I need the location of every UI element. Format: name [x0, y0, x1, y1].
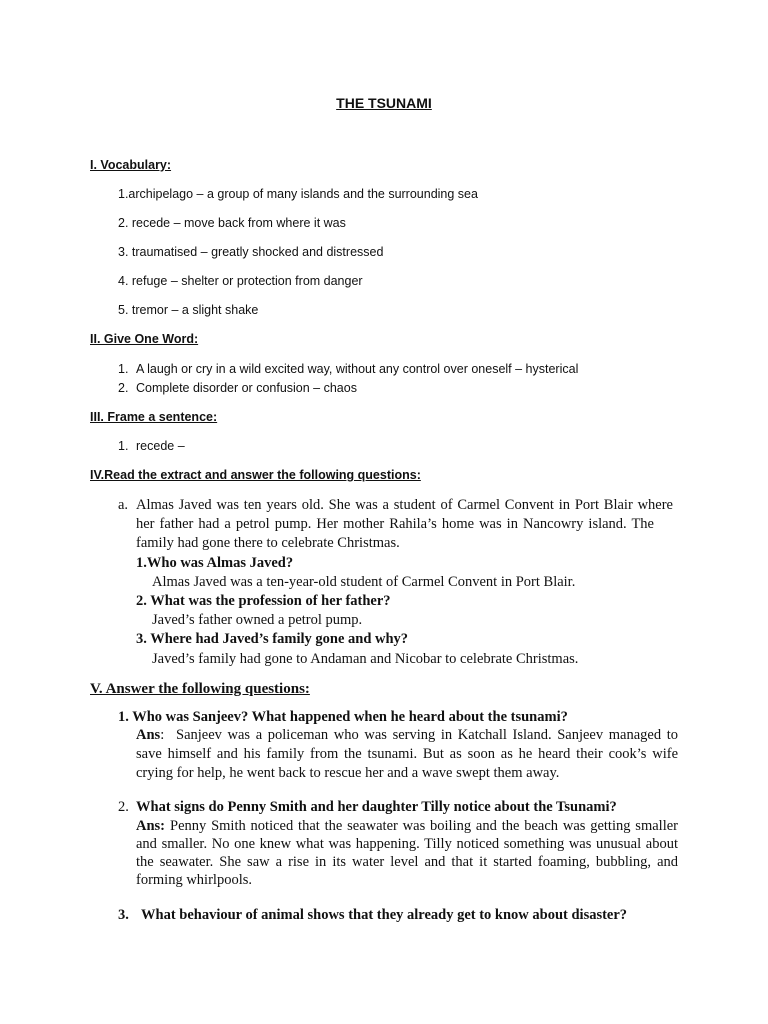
extract-question: 1.Who was Almas Javed?	[136, 555, 294, 571]
one-word-item: A laugh or cry in a wild excited way, without any control over oneself – hysterical	[136, 362, 579, 376]
extract-answer: Javed’s family had gone to Andaman and Nicobar to celebrate Christmas.	[152, 651, 579, 667]
one-word-number: 2.	[118, 381, 129, 395]
answer-1-text: crying for help, he went back to rescue her and a wave swept them away.	[136, 765, 560, 781]
question-3: What behaviour of animal shows that they already get to know about disaster?	[141, 907, 628, 923]
question-2-number: 2.	[118, 799, 129, 815]
answer-1-text: Sanjeev was a policeman who was serving in Katchall Island. Sanjeev managed to	[176, 727, 678, 743]
extract-answer: Almas Javed was a ten-year-old student of Carmel Convent in Port Blair.	[152, 574, 576, 590]
one-word-number: 1.	[118, 362, 129, 376]
sentence-number: 1.	[118, 439, 129, 453]
question-1: 1. Who was Sanjeev? What happened when he heard about the tsunami?	[118, 709, 568, 725]
answer-2-text: Penny Smith noticed that the seawater was boiling and the beach was getting smaller	[170, 818, 678, 834]
answers-heading: V. Answer the following questions:	[90, 681, 310, 697]
answer-2-text: and smaller. No one knew what was happening. Tilly noticed something was unusual about	[136, 836, 678, 852]
vocabulary-heading: I. Vocabulary:	[90, 158, 172, 172]
extract-passage-line: family had gone there to celebrate Christmas.	[136, 535, 400, 551]
answer-label-colon: :	[160, 727, 165, 743]
extract-heading: IV.Read the extract and answer the following questions:	[90, 468, 421, 482]
answer-2-text: forming whirlpools.	[136, 872, 252, 888]
one-word-item: Complete disorder or confusion – chaos	[136, 381, 357, 395]
sentence-item: recede –	[136, 439, 185, 453]
vocab-item: 3. traumatised – greatly shocked and distressed	[118, 245, 384, 259]
one-word-heading: II. Give One Word:	[90, 332, 199, 346]
answer-1-line	[136, 727, 164, 744]
answer-label: Ans:	[136, 818, 166, 834]
extract-passage-line: her father had a petrol pump. Her mother Rahila’s home was in Nancowry island. The	[136, 516, 654, 532]
extract-marker: a.	[118, 497, 129, 513]
question-2: What signs do Penny Smith and her daughter Tilly notice about the Tsunami?	[136, 799, 617, 815]
vocab-item: 1.archipelago – a group of many islands and the surrounding sea	[118, 187, 478, 201]
vocab-item: 5. tremor – a slight shake	[118, 303, 259, 317]
extract-passage-line: Almas Javed was ten years old. She was a student of Carmel Convent in Port Blair where	[136, 497, 673, 513]
extract-question: 3. Where had Javed’s family gone and why?	[136, 631, 409, 647]
extract-answer: Javed’s father owned a petrol pump.	[152, 612, 363, 628]
extract-question: 2. What was the profession of her father?	[136, 593, 391, 609]
question-3-number: 3.	[118, 907, 129, 923]
vocab-item: 4. refuge – shelter or protection from danger	[118, 274, 363, 288]
vocab-item: 2. recede – move back from where it was	[118, 216, 346, 230]
page-title: THE TSUNAMI	[336, 95, 432, 111]
answer-label: Ans	[136, 727, 161, 743]
answer-2-text: the seawater. She saw a rise in its water level and that it started foaming, bubbling, and	[136, 854, 678, 870]
answer-1-text: save himself and his family from the tsunami. But as soon as he heard their cook’s wife	[136, 746, 678, 762]
frame-sentence-heading: III. Frame a sentence:	[90, 410, 218, 424]
